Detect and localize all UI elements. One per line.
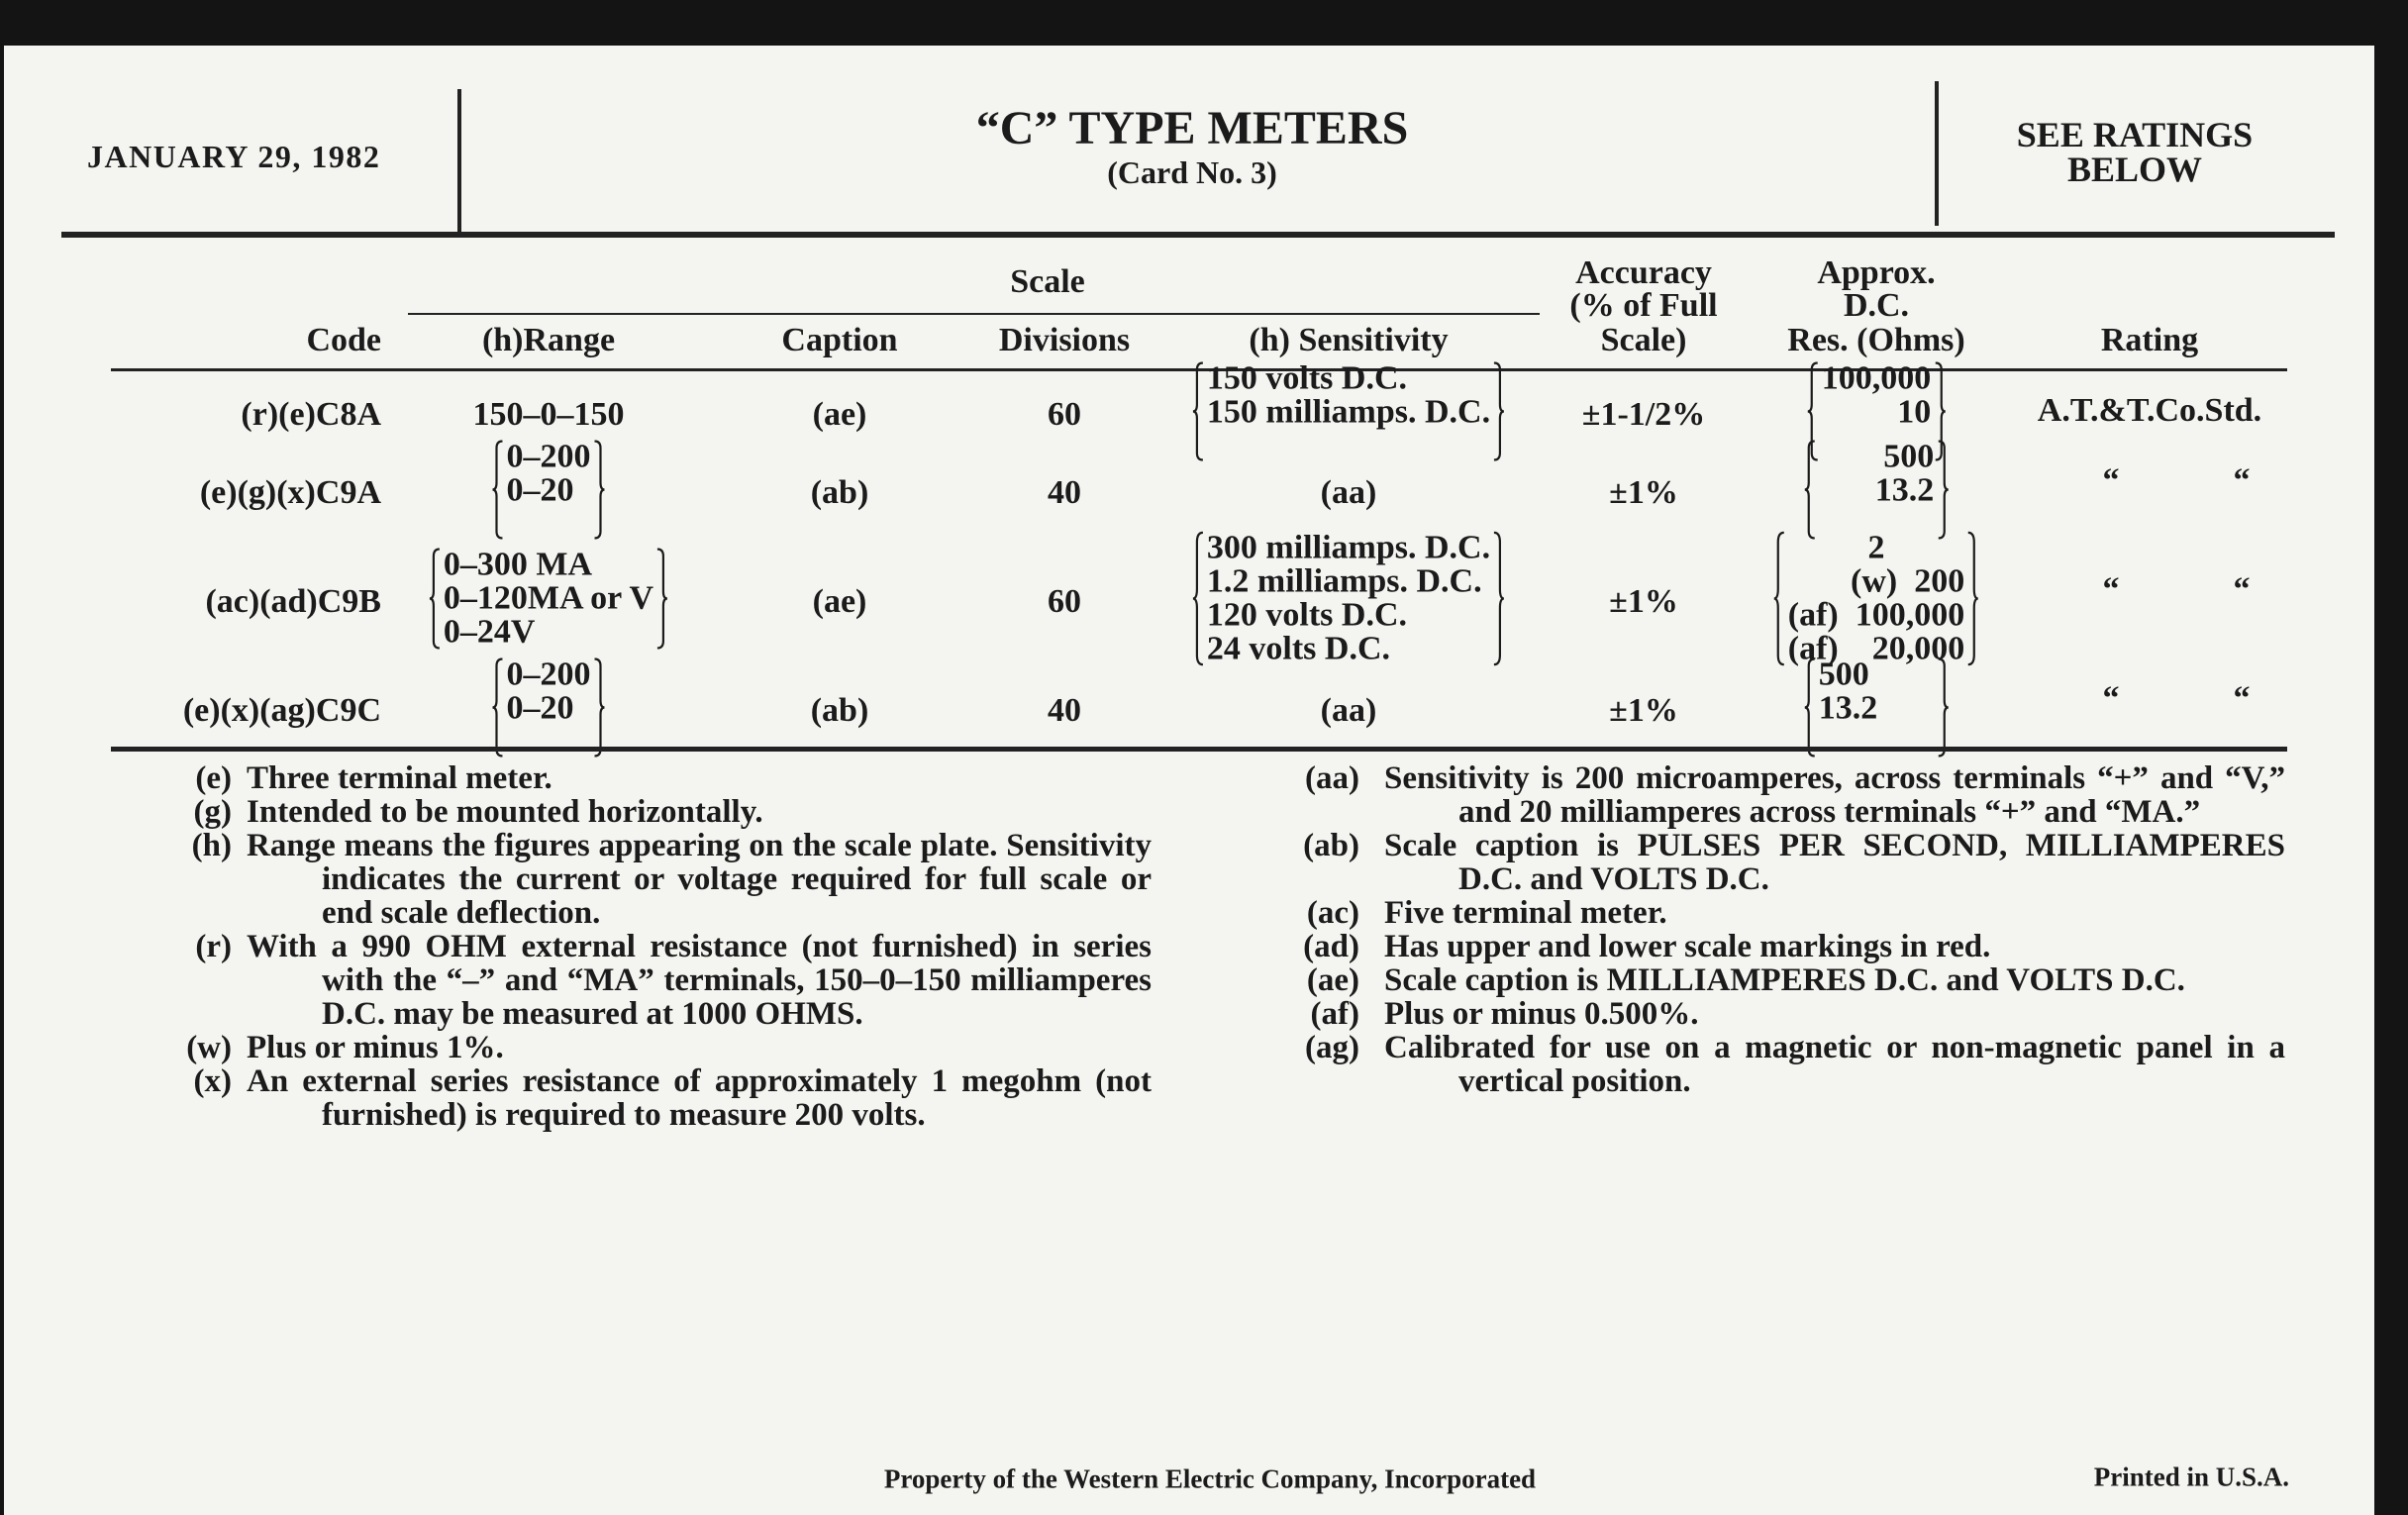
printed-notice: Printed in U.S.A.: [2093, 1462, 2289, 1492]
footnote-text: Scale caption is PULSES PER SECOND, MILLIAMPERES D.C. and VOLTS D.C.: [1384, 828, 2285, 897]
cell-line: 100,000: [1821, 359, 1932, 397]
col-divisions: Divisions: [998, 322, 1131, 358]
right-brace: [1493, 362, 1505, 461]
right-brace: [1937, 441, 1949, 540]
left-brace: [1804, 441, 1816, 540]
cell-rating-ditto: [2234, 464, 2251, 498]
col-accuracy-3: Scale): [1600, 322, 1687, 358]
cell-line: (af) 100,000: [1787, 596, 1965, 634]
cell-line: 0–200: [506, 656, 591, 693]
right-brace: [1493, 532, 1505, 666]
cell-sensitivity: [1192, 529, 1505, 673]
divisions-text: 60: [1048, 396, 1081, 433]
card-title: “C” TYPE METERS: [975, 102, 1409, 154]
footnote: [1281, 963, 2285, 997]
footnote-label: (h): [191, 828, 232, 863]
footnote-label: (ag): [1305, 1030, 1359, 1065]
footnote: [99, 930, 1152, 1031]
col-accuracy-1: Accuracy: [1575, 254, 1712, 291]
footnote-text: An external series resistance of approximately 1 megohm (not furnished) is required to measure 200 volts.: [247, 1063, 1152, 1133]
divisions-text: 40: [1048, 474, 1081, 511]
col-rating: Rating: [2100, 322, 2199, 358]
ditto-mark: “: [2102, 571, 2120, 608]
catalog-card: [4, 46, 2374, 1515]
footnote-text: Plus or minus 0.500%.: [1384, 996, 1699, 1032]
footnote-text: Scale caption is MILLIAMPERES D.C. and VOLTS D.C.: [1384, 962, 2185, 998]
braced-group: [1804, 658, 1950, 758]
footnote-label: (aa): [1305, 760, 1359, 796]
card-number: (Card No. 3): [1107, 154, 1277, 190]
cell-line: 2: [1867, 529, 1885, 566]
footnote-text: Intended to be mounted horizontally.: [247, 794, 763, 830]
left-brace: [1192, 532, 1204, 666]
cell-divisions: [1048, 398, 1081, 432]
ditto-mark: “: [2233, 571, 2251, 608]
cell-line: 500: [1883, 438, 1935, 475]
braced-group: [1192, 529, 1505, 667]
cell-resistance: [1773, 529, 1979, 673]
footnote-label: (e): [195, 760, 232, 796]
col-range: (h)Range: [481, 322, 616, 358]
col-accuracy-2: (% of Full: [1569, 287, 1718, 324]
code-text: (ac)(ad)C9B: [205, 583, 381, 620]
footnote: [1281, 896, 2285, 930]
footnote-label: (ac): [1306, 895, 1359, 931]
code-text: (e)(g)(x)C9A: [199, 474, 381, 511]
cell-divisions: [1048, 585, 1081, 619]
footnote: [1281, 1031, 2285, 1098]
cell-line: 10: [1897, 393, 1932, 431]
cell-line: 150 volts D.C.: [1206, 359, 1408, 397]
footnote: [99, 1064, 1152, 1132]
braced-group: [492, 438, 606, 540]
notes-left: [99, 761, 1152, 1132]
header-divider-right: [1935, 81, 1939, 226]
accuracy-text: ±1%: [1609, 474, 1678, 511]
cell-rating: [2103, 682, 2120, 716]
footnote-label: (g): [193, 794, 232, 830]
cell-code: [205, 585, 381, 619]
footnote-text: Sensitivity is 200 microamperes, across terminals “+” and “V,” and 20 milliamperes across terminals “+” and “MA.”: [1384, 760, 2285, 830]
cell-code: [241, 398, 381, 432]
right-brace: [594, 658, 606, 758]
col-resistance-3: Res. (Ohms): [1787, 322, 1965, 358]
cell-sensitivity: [1192, 359, 1505, 468]
left-brace: [1804, 658, 1816, 758]
caption-text: (ae): [812, 396, 867, 433]
scale-group-rule: [408, 313, 1540, 315]
left-brace: [492, 658, 504, 758]
cell-range: [492, 438, 606, 547]
cell-line: 0–20: [506, 689, 574, 727]
sensitivity-text: (aa): [1320, 474, 1377, 511]
cell-rating: [2103, 464, 2120, 498]
card-date: JANUARY 29, 1982: [87, 139, 381, 174]
cell-line: 120 volts D.C.: [1206, 596, 1408, 634]
cell-line: 13.2: [1874, 471, 1935, 509]
right-brace: [1967, 532, 1979, 666]
braced-group: [1804, 438, 1950, 540]
ditto-mark: “: [2233, 680, 2251, 717]
footnote-text: Five terminal meter.: [1384, 895, 1667, 931]
see-ratings-line2: BELOW: [2066, 150, 2203, 189]
ditto-mark: “: [2233, 462, 2251, 499]
cell-accuracy: [1609, 585, 1678, 619]
col-resistance-1: Approx.: [1817, 254, 1936, 291]
cell-range: [473, 398, 625, 432]
cell-line: 0–200: [506, 438, 591, 475]
col-code: Code: [306, 322, 381, 358]
code-text: (r)(e)C8A: [241, 396, 381, 433]
cell-line: 150 milliamps. D.C.: [1206, 393, 1491, 431]
footnote-label: (af): [1310, 996, 1359, 1032]
footnote-text: Three terminal meter.: [247, 760, 552, 796]
cell-code: [183, 694, 381, 728]
cell-line: 0–20: [506, 471, 574, 509]
cell-line: 0–24V: [443, 613, 536, 651]
caption-text: (ae): [812, 583, 867, 620]
footnote: [99, 829, 1152, 930]
cell-line: (af) 20,000: [1787, 630, 1965, 667]
divisions-text: 60: [1048, 583, 1081, 620]
col-sensitivity: (h) Sensitivity: [1249, 322, 1449, 358]
footnote-label: (ab): [1303, 828, 1359, 863]
cell-sensitivity: [1321, 476, 1377, 510]
footnote: [1281, 997, 2285, 1031]
col-resistance-2: D.C.: [1843, 287, 1910, 324]
cell-line: 24 volts D.C.: [1206, 630, 1391, 667]
col-scale-group: Scale: [1010, 263, 1085, 300]
ditto-mark: “: [2102, 680, 2120, 717]
braced-group: [1773, 529, 1979, 667]
cell-rating: [2103, 573, 2120, 607]
left-brace: [492, 441, 504, 540]
sensitivity-text: (aa): [1320, 692, 1377, 729]
cell-line: (w) 200: [1851, 562, 1965, 600]
cell-caption: [813, 398, 867, 432]
caption-text: (ab): [810, 474, 869, 511]
cell-rating: [2038, 394, 2261, 428]
property-notice: Property of the Western Electric Company, Incorporated: [883, 1464, 1537, 1494]
caption-text: (ab): [810, 692, 869, 729]
rating-text: A.T.&T.Co.Std.: [2037, 392, 2262, 429]
cell-line: 0–300 MA: [443, 546, 593, 583]
footnote-text: Has upper and lower scale markings in red.: [1384, 929, 1991, 964]
cell-accuracy: [1609, 694, 1678, 728]
footnote: [1281, 829, 2285, 896]
cell-caption: [813, 585, 867, 619]
table-bottom-rule: [111, 747, 2287, 752]
range-text: 150–0–150: [472, 396, 625, 433]
footnote-label: (ad): [1303, 929, 1359, 964]
footnote-label: (x): [193, 1063, 232, 1099]
cell-rating-ditto: [2234, 682, 2251, 716]
cell-caption: [811, 694, 869, 728]
footnote-label: (r): [195, 929, 232, 964]
footnote-text: With a 990 OHM external resistance (not furnished) in series with the “–” and “MA” terminals, 150–0–150 milliamperes D.C. may be measured at 1000 OHMS.: [247, 929, 1152, 1032]
accuracy-text: ±1%: [1609, 692, 1678, 729]
footnote: [99, 795, 1152, 829]
cell-caption: [811, 476, 869, 510]
cell-rating-ditto: [2234, 573, 2251, 607]
left-brace: [1192, 362, 1204, 461]
cell-accuracy: [1582, 398, 1705, 432]
col-caption: Caption: [781, 322, 898, 358]
cell-accuracy: [1609, 476, 1678, 510]
code-text: (e)(x)(ag)C9C: [182, 692, 381, 729]
accuracy-text: ±1%: [1609, 583, 1678, 620]
footnote: [1281, 930, 2285, 963]
footnote-label: (w): [186, 1030, 232, 1065]
left-brace: [1773, 532, 1785, 666]
cell-divisions: [1048, 476, 1081, 510]
divisions-text: 40: [1048, 692, 1081, 729]
cell-line: 0–120MA or V: [443, 579, 654, 617]
footnote-text: Calibrated for use on a magnetic or non-magnetic panel in a vertical position.: [1384, 1030, 2285, 1099]
footnote: [1281, 761, 2285, 829]
cell-line: 500: [1818, 656, 1869, 693]
braced-group: [429, 546, 668, 651]
cell-code: [200, 476, 381, 510]
header-rule: [61, 232, 2335, 238]
cell-line: 13.2: [1818, 689, 1878, 727]
footnote-text: Range means the figures appearing on the scale plate. Sensitivity indicates the current or voltage required for full scale or end scale deflection.: [247, 828, 1152, 931]
header-divider-left: [457, 89, 461, 234]
braced-group: [1192, 359, 1505, 461]
footnote: [99, 761, 1152, 795]
cell-divisions: [1048, 694, 1081, 728]
right-brace: [594, 441, 606, 540]
footnote: [99, 1031, 1152, 1064]
cell-sensitivity: [1321, 694, 1377, 728]
cell-line: 1.2 milliamps. D.C.: [1206, 562, 1482, 600]
cell-line: 300 milliamps. D.C.: [1206, 529, 1491, 566]
braced-group: [492, 658, 606, 758]
ditto-mark: “: [2102, 462, 2120, 499]
right-brace: [656, 549, 668, 650]
footnote-label: (ae): [1306, 962, 1359, 998]
notes-right: [1281, 761, 2285, 1098]
accuracy-text: ±1-1/2%: [1581, 396, 1706, 433]
cell-range: [429, 546, 668, 656]
see-ratings-line1: SEE RATINGS: [2016, 115, 2254, 154]
left-brace: [429, 549, 441, 650]
footnote-text: Plus or minus 1%.: [247, 1030, 504, 1065]
right-brace: [1937, 658, 1949, 758]
